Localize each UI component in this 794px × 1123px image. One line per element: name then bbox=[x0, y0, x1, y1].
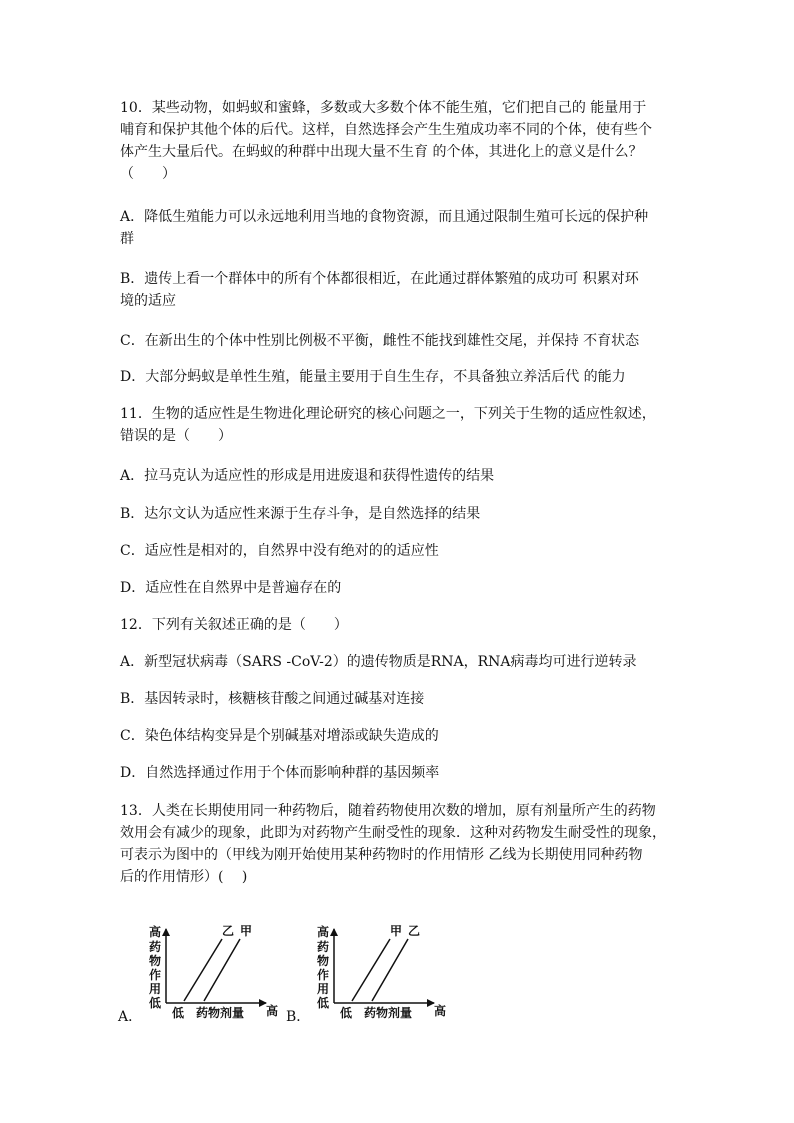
text-line: 13．人类在长期使用同一种药物后，随着药物使用次数的增加，原有剂量所产生的药物 bbox=[120, 803, 656, 819]
y-label-char: 用 bbox=[316, 982, 330, 996]
line-yi-label: 乙 bbox=[222, 924, 235, 938]
question-11-option-b bbox=[120, 503, 680, 525]
line-yi-label: 乙 bbox=[408, 924, 421, 938]
y-axis-high-label: 高 bbox=[316, 925, 330, 939]
text-line: 错误的是（ ） bbox=[120, 428, 232, 444]
y-label-char: 作 bbox=[316, 968, 330, 982]
text-line: A．降低生殖能力可以永远地利用当地的食物资源，而且通过限制生殖可长远的保护种 bbox=[120, 209, 649, 225]
y-label-char: 作 bbox=[148, 968, 162, 982]
question-12-option-c bbox=[120, 725, 680, 747]
x-axis-low-label: 低 bbox=[340, 1006, 353, 1020]
text-line: B．遗传上看一个群体中的所有个体都很相近，在此通过群体繁殖的成功可 积累对环 bbox=[120, 271, 639, 287]
text-line: 群 bbox=[120, 231, 134, 247]
text-line: 境的适应 bbox=[120, 293, 176, 309]
x-axis-label: 药物剂量 bbox=[196, 1006, 245, 1020]
y-axis-low-label: 低 bbox=[316, 996, 330, 1010]
text-line: D．自然选择通过作用于个体而影响种群的基因频率 bbox=[120, 765, 440, 781]
text-line: 10．某些动物，如蚂蚁和蜜蜂，多数或大多数个体不能生殖，它们把自己的 能量用于 bbox=[120, 100, 647, 116]
y-axis-label bbox=[317, 924, 330, 1010]
graph-b bbox=[314, 915, 446, 1021]
text-line: A．拉马克认为适应性的形成是用进废退和获得性遗传的结果 bbox=[120, 468, 495, 484]
question-10-stem bbox=[120, 97, 680, 185]
graph-option-b-label: B． bbox=[286, 1009, 311, 1025]
question-10-option-c bbox=[120, 330, 680, 352]
y-label-char: 药 bbox=[148, 940, 162, 954]
line-jia-label: 甲 bbox=[390, 924, 403, 938]
line-yi bbox=[372, 939, 408, 1001]
line-yi bbox=[184, 939, 222, 1001]
x-axis-low-label: 低 bbox=[172, 1006, 185, 1020]
question-10-option-d bbox=[120, 366, 680, 388]
question-13-stem bbox=[120, 800, 680, 888]
x-axis-high-label: 高 bbox=[434, 1004, 446, 1018]
y-label-char: 物 bbox=[148, 954, 162, 968]
text-line: B．基因转录时，核糖核苷酸之间通过碱基对连接 bbox=[120, 691, 425, 707]
text-line: （ ） bbox=[120, 166, 176, 182]
question-11-option-c bbox=[120, 540, 680, 562]
line-jia bbox=[352, 939, 390, 1001]
text-line: D．大部分蚂蚁是单性生殖，能量主要用于自生生存，不具备独立养活后代 的能力 bbox=[120, 369, 626, 385]
question-11-stem bbox=[120, 403, 680, 447]
question-12-option-d bbox=[120, 762, 680, 784]
question-10-option-b bbox=[120, 268, 680, 312]
text-line: 12．下列有关叙述正确的是（ ） bbox=[120, 617, 348, 633]
question-12-option-a bbox=[120, 651, 680, 673]
question-11-option-a bbox=[120, 465, 680, 487]
y-label-char: 物 bbox=[316, 954, 330, 968]
text-line: A．新型冠状病毒（SARS -CoV-2）的遗传物质是RNA，RNA病毒均可进行逆转录 bbox=[120, 654, 637, 670]
y-label-char: 用 bbox=[148, 982, 162, 996]
text-line: C．适应性是相对的，自然界中没有绝对的的适应性 bbox=[120, 543, 439, 559]
y-label-char: 药 bbox=[316, 940, 330, 954]
line-jia bbox=[204, 939, 240, 1001]
text-line: 哺育和保护其他个体的后代。这样，自然选择会产生生殖成功率不同的个体，使有些个 bbox=[120, 122, 652, 138]
text-line: D．适应性在自然界中是普遍存在的 bbox=[120, 580, 342, 596]
y-axis-high-label: 高 bbox=[148, 925, 162, 939]
text-line: 11．生物的适应性是生物进化理论研究的核心问题之一，下列关于生物的适应性叙述， bbox=[120, 406, 656, 422]
text-line: C．染色体结构变异是个别碱基对增添或缺失造成的 bbox=[120, 728, 439, 744]
y-axis-label bbox=[149, 924, 162, 1010]
question-13-graphs bbox=[118, 915, 478, 1027]
text-line: C．在新出生的个体中性别比例极不平衡，雌性不能找到雄性交尾，并保持 不育状态 bbox=[120, 333, 640, 349]
text-line: 后的作用情形）( ) bbox=[120, 869, 248, 885]
question-12-stem bbox=[120, 614, 680, 636]
y-axis-low-label: 低 bbox=[148, 996, 162, 1010]
text-line: 效用会有减少的现象，此即为对药物产生耐受性的现象．这种对药物发生耐受性的现象， bbox=[120, 825, 666, 841]
text-line: 可表示为图中的（甲线为刚开始使用某种药物时的作用情形 乙线为长期使用同种药物 bbox=[120, 847, 643, 863]
text-line: B．达尔文认为适应性来源于生存斗争，是自然选择的结果 bbox=[120, 506, 481, 522]
graph-a bbox=[146, 915, 278, 1021]
x-axis-label: 药物剂量 bbox=[364, 1006, 413, 1020]
question-12-option-b bbox=[120, 688, 680, 710]
text-line: 体产生大量后代。在蚂蚁的种群中出现大量不生育 的个体，其进化上的意义是什么？ bbox=[120, 144, 643, 160]
question-11-option-d bbox=[120, 577, 680, 599]
graph-option-a-label: A． bbox=[118, 1009, 143, 1025]
question-10-option-a bbox=[120, 206, 680, 250]
x-axis-high-label: 高 bbox=[266, 1004, 278, 1018]
line-jia-label: 甲 bbox=[240, 924, 253, 938]
